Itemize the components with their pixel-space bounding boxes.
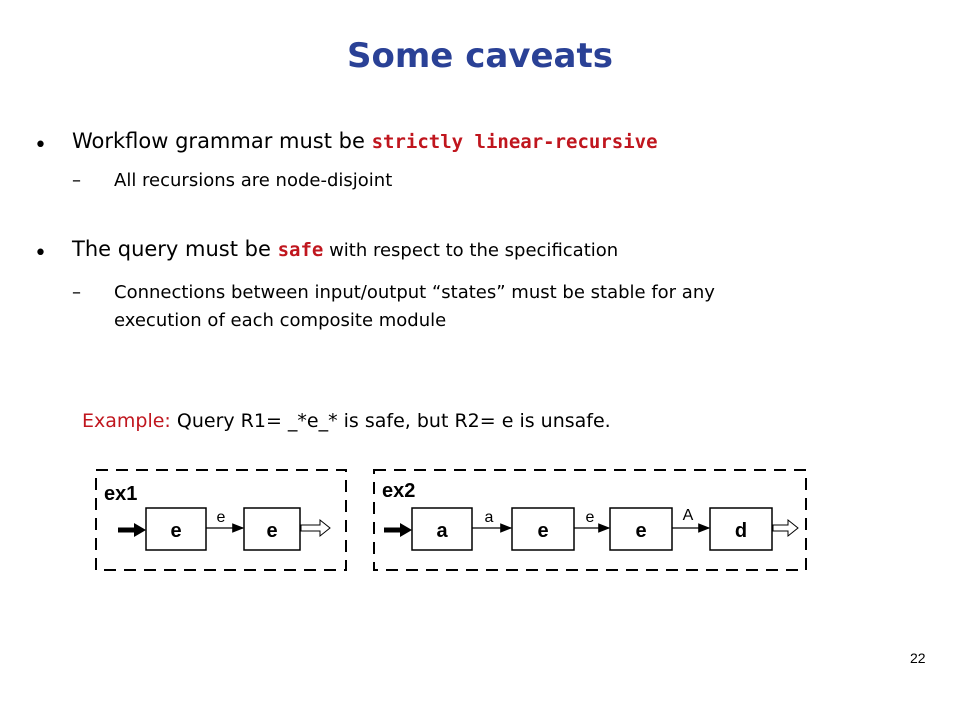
bullet-2-suffix: with respect to the specification	[323, 240, 619, 261]
ex2-edge-2-label: e	[585, 509, 595, 526]
ex2-node-2-label: e	[537, 520, 549, 542]
bullet-2-highlight: safe	[277, 239, 324, 261]
diagram-ex2	[374, 470, 806, 570]
bullet-2-sub-2: execution of each composite module	[114, 310, 447, 331]
ex2-node-1-label: a	[436, 520, 448, 542]
ex2-node-4-label: d	[734, 520, 748, 542]
bullet-glyph: •	[34, 133, 47, 158]
sub-dash: –	[72, 170, 81, 191]
ex1-output-arrow	[301, 520, 330, 536]
example-label: Example:	[82, 410, 171, 432]
page-number: 22	[910, 650, 926, 666]
bullet-2-prefix: The query must be	[72, 237, 278, 261]
example-text: Query R1= _*e_* is safe, but R2= e is unsafe.	[176, 410, 611, 432]
ex1-input-arrow-head	[134, 523, 146, 537]
ex2-input-arrow-head	[400, 523, 412, 537]
ex2-output-arrow	[773, 520, 798, 536]
bullet-1-highlight: strictly linear-recursive	[371, 131, 658, 153]
ex2-node-3-label: e	[635, 520, 647, 542]
ex2-edge-3-label: A	[682, 507, 694, 524]
ex2-label: ex2	[382, 480, 416, 502]
bullet-glyph: •	[34, 241, 47, 266]
ex1-node-1-label: e	[170, 520, 182, 542]
diagram-ex1	[96, 470, 346, 570]
bullet-2-sub-1: Connections between input/output “states” must be stable for any	[114, 282, 715, 303]
ex2-edge-1-label: a	[484, 509, 494, 526]
bullet-1-sub-1: All recursions are node-disjoint	[114, 170, 393, 191]
sub-dash: –	[72, 282, 81, 303]
slide-title: Some caveats	[347, 36, 613, 76]
ex1-label: ex1	[104, 483, 138, 505]
ex1-node-2-label: e	[266, 520, 278, 542]
ex1-edge-1-label: e	[216, 509, 226, 526]
bullet-1-prefix: Workflow grammar must be	[72, 129, 372, 153]
